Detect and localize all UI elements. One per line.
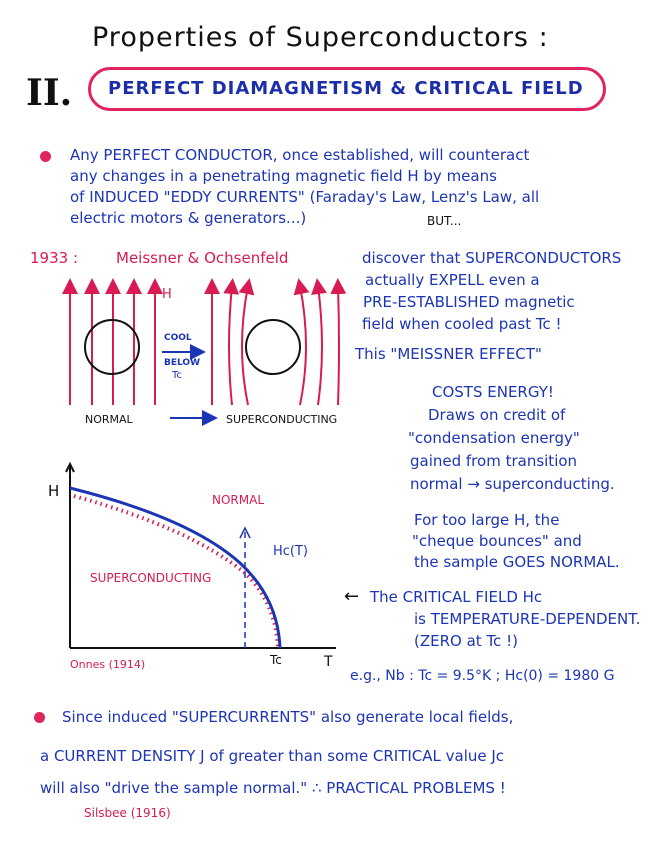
bullet-point-icon bbox=[40, 151, 51, 162]
bullet1-line4: electric motors & generators...) bbox=[70, 209, 307, 227]
y-axis-label: H bbox=[48, 482, 60, 500]
cool-label: COOL bbox=[164, 333, 192, 343]
bullet2-line1: Since induced "SUPERCURRENTS" also generate local fields, bbox=[62, 708, 514, 726]
meissner-field-figure bbox=[0, 270, 370, 435]
critical-field-phase-diagram bbox=[40, 458, 350, 673]
silsbee-credit: Silsbee (1916) bbox=[84, 806, 171, 820]
meissner-line8: "cheque bounces" and bbox=[412, 532, 582, 550]
normal-region-label: NORMAL bbox=[212, 493, 265, 507]
normal-field-lines bbox=[70, 286, 155, 405]
discovery-line2: actually EXPELL even a bbox=[365, 271, 540, 289]
discovery-line3: PRE-ESTABLISHED magnetic bbox=[363, 293, 575, 311]
expelled-field-lines bbox=[212, 286, 339, 405]
section-title: PERFECT DIAMAGNETISM & CRITICAL FIELD bbox=[108, 78, 584, 99]
meissner-line9: the sample GOES NORMAL. bbox=[414, 553, 620, 571]
superconducting-region-label: SUPERCONDUCTING bbox=[90, 571, 212, 585]
critical-line3: (ZERO at Tc !) bbox=[414, 632, 518, 650]
bullet1-line1: Any PERFECT CONDUCTOR, once established, will counteract bbox=[70, 146, 530, 164]
niobium-example: e.g., Nb : Tc = 9.5°K ; Hc(0) = 1980 G bbox=[350, 668, 615, 684]
pointer-arrow-icon: ← bbox=[344, 586, 360, 607]
critical-line2: is TEMPERATURE-DEPENDENT. bbox=[414, 610, 641, 628]
bullet1-line2: any changes in a penetrating magnetic field H by means bbox=[70, 167, 497, 185]
superconducting-state-label: SUPERCONDUCTING bbox=[226, 413, 338, 426]
below-label: BELOW bbox=[164, 358, 200, 368]
normal-state-label: NORMAL bbox=[85, 413, 133, 426]
meissner-line2: COSTS ENERGY! bbox=[432, 383, 554, 401]
bullet-point-icon bbox=[34, 712, 45, 723]
meissner-line6: normal → superconducting. bbox=[410, 475, 615, 493]
critical-line1: The CRITICAL FIELD Hc bbox=[370, 588, 543, 606]
meissner-line3: Draws on credit of bbox=[428, 406, 566, 424]
meissner-line1: This "MEISSNER EFFECT" bbox=[355, 345, 542, 363]
meissner-line5: gained from transition bbox=[410, 452, 578, 470]
bullet1-line3: of INDUCED "EDDY CURRENTS" (Faraday's Law, Lenz's Law, all bbox=[70, 188, 540, 206]
bullet2-line3: will also "drive the sample normal." ∴ PRACTICAL PROBLEMS ! bbox=[40, 779, 506, 797]
bullet2-line2: a CURRENT DENSITY J of greater than some CRITICAL value Jc bbox=[40, 747, 505, 765]
section-numeral: II. bbox=[26, 72, 73, 114]
discoverers: Meissner & Ochsenfeld bbox=[116, 249, 289, 267]
curve-label: Hc(T) bbox=[273, 544, 309, 559]
discovery-year: 1933 : bbox=[30, 249, 78, 267]
critical-field-curve bbox=[70, 488, 280, 648]
discovery-line4: field when cooled past Tc ! bbox=[362, 315, 562, 333]
x-axis-label: T bbox=[324, 654, 333, 670]
page-title: Properties of Superconductors : bbox=[92, 22, 549, 53]
onnes-credit: Onnes (1914) bbox=[70, 658, 146, 671]
tc-axis-label: Tc bbox=[270, 653, 282, 667]
tc-label: Tc bbox=[172, 370, 182, 381]
meissner-line7: For too large H, the bbox=[414, 511, 560, 529]
but-note: BUT... bbox=[427, 214, 462, 228]
superconducting-sample bbox=[246, 320, 300, 374]
meissner-line4: "condensation energy" bbox=[408, 429, 580, 447]
discovery-line1: discover that SUPERCONDUCTORS bbox=[362, 249, 622, 267]
h-field-label: H bbox=[162, 287, 172, 302]
